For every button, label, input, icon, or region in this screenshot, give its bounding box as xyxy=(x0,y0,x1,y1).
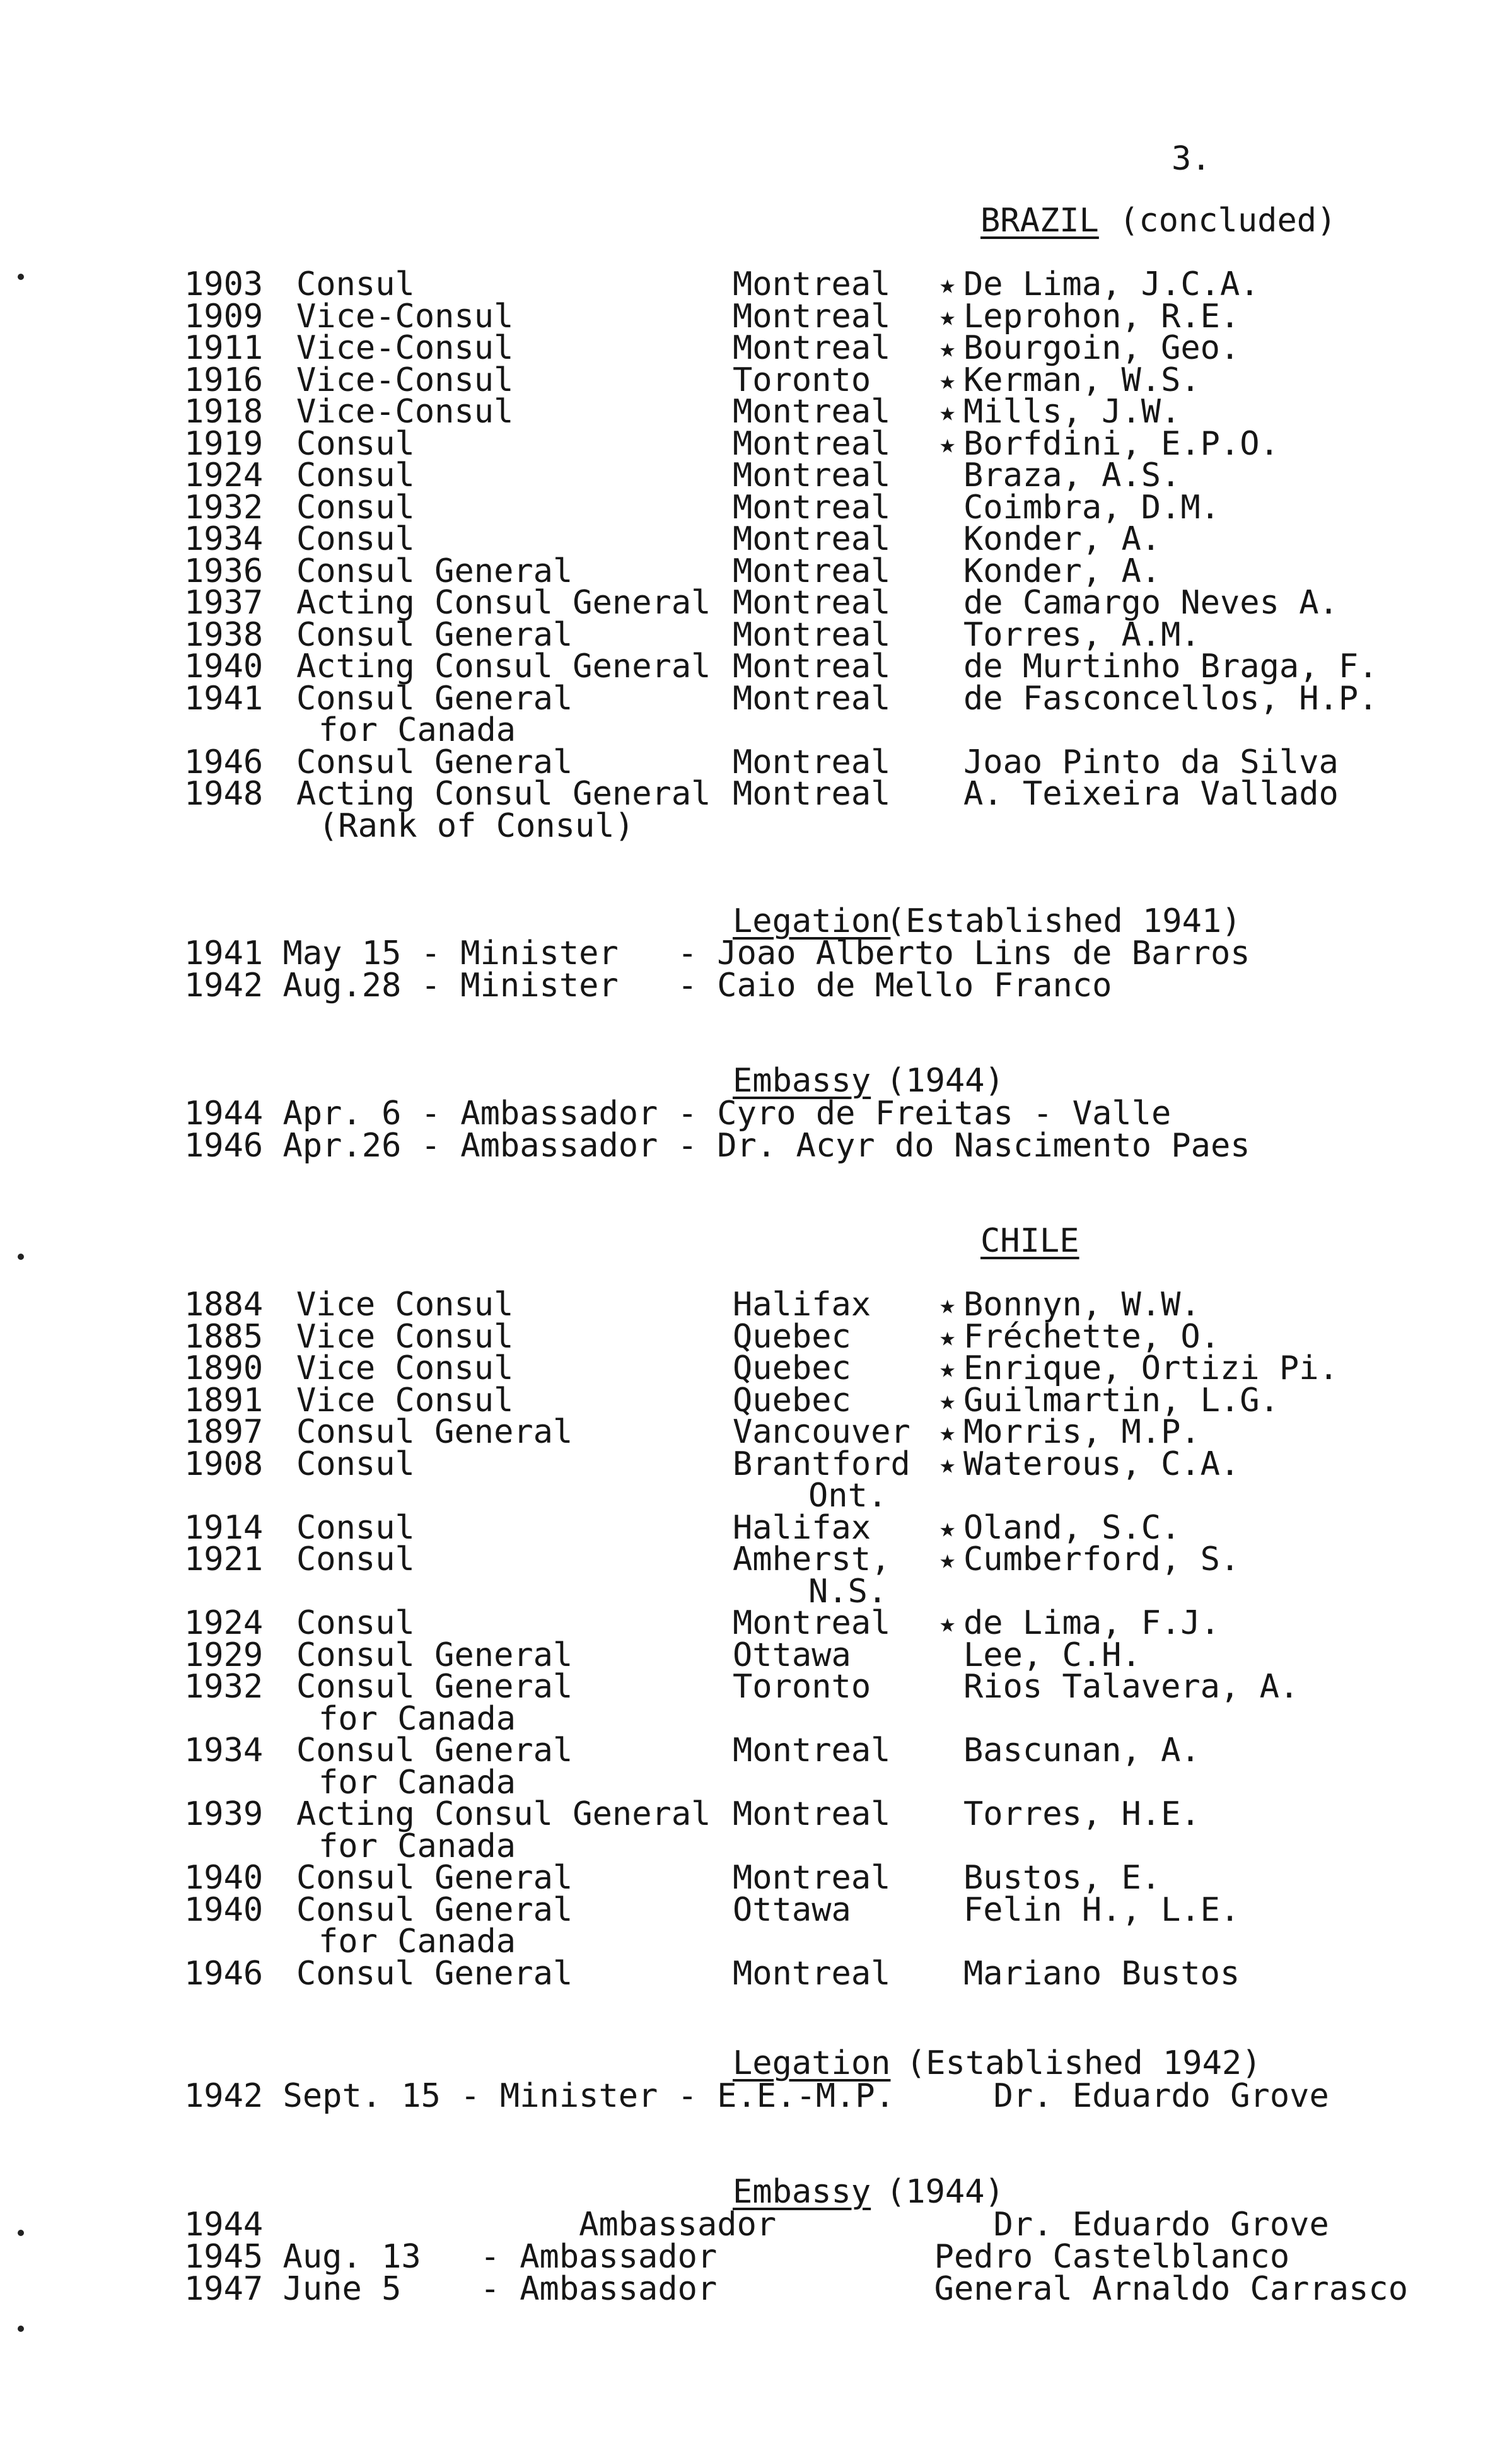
entry-title: Consul General xyxy=(296,1732,573,1769)
chile-heading: CHILE xyxy=(980,1222,1079,1260)
star-marker-icon: ★ xyxy=(939,269,956,300)
entry-title-continued: (Rank of Consul) xyxy=(318,807,634,845)
brazil-embassy-row: 1946 Apr.26 - Ambassador - Dr. Acyr do Nascimento Paes xyxy=(184,1127,1250,1165)
brazil-heading: BRAZIL xyxy=(980,202,1099,240)
entry-title-continued: for Canada xyxy=(318,1923,516,1960)
entry-place-continued: N.S. xyxy=(808,1573,888,1611)
chile-embassy-suffix: (1944) xyxy=(886,2173,1004,2211)
entry-title: Consul General xyxy=(296,1859,573,1897)
entry-title: Vice-Consul xyxy=(296,298,514,335)
entry-title: Acting Consul General xyxy=(296,1795,711,1833)
entry-title: Consul General xyxy=(296,616,573,654)
scan-speck xyxy=(18,2230,24,2236)
entry-name: de Fasconcellos, H.P. xyxy=(963,680,1378,718)
entry-place: Toronto xyxy=(733,361,871,399)
entry-title-continued: for Canada xyxy=(318,1764,516,1802)
entry-name: Bonnyn, W.W. xyxy=(963,1286,1201,1324)
entry-name: Fréchette, O. xyxy=(963,1318,1220,1356)
entry-year: 1948 xyxy=(184,775,264,813)
chile-embassy-heading: Embassy xyxy=(733,2173,871,2211)
brazil-legation-row: 1942 Aug.28 - Minister - Caio de Mello Franco xyxy=(184,967,1112,1005)
entry-place: Montreal xyxy=(733,1859,891,1897)
chile-embassy-row: 1947 June 5 - Ambassador General Arnaldo Carrasco xyxy=(184,2270,1409,2308)
star-marker-icon: ★ xyxy=(939,396,956,427)
entry-year: 1914 xyxy=(184,1509,264,1547)
entry-year: 1918 xyxy=(184,393,264,431)
entry-name: Leprohon, R.E. xyxy=(963,298,1240,335)
entry-year: 1937 xyxy=(184,584,264,622)
entry-name: Cumberford, S. xyxy=(963,1541,1240,1578)
star-marker-icon: ★ xyxy=(939,1607,956,1638)
entry-place: Montreal xyxy=(733,616,891,654)
entry-place: Montreal xyxy=(733,584,891,622)
entry-place: Montreal xyxy=(733,393,891,431)
entry-title: Consul General xyxy=(296,1955,573,1993)
entry-title: Consul xyxy=(296,457,415,494)
entry-name: Waterous, C.A. xyxy=(963,1445,1240,1483)
entry-year: 1934 xyxy=(184,520,264,558)
entry-place: Montreal xyxy=(733,1732,891,1769)
entry-title: Vice Consul xyxy=(296,1382,514,1419)
entry-title: Consul General xyxy=(296,1668,573,1706)
star-marker-icon: ★ xyxy=(939,364,956,395)
entry-title: Vice-Consul xyxy=(296,329,514,367)
entry-name: Mariano Bustos xyxy=(963,1955,1240,1993)
entry-name: Rios Talavera, A. xyxy=(963,1668,1300,1706)
scan-speck xyxy=(18,274,24,280)
entry-name: Braza, A.S. xyxy=(963,457,1181,494)
entry-place: Montreal xyxy=(733,1795,891,1833)
entry-place: Montreal xyxy=(733,552,891,590)
brazil-legation-suffix: (Established 1941) xyxy=(886,902,1242,940)
entry-name: Oland, S.C. xyxy=(963,1509,1181,1547)
entry-place: Ottawa xyxy=(733,1636,851,1674)
entry-name: Guilmartin, L.G. xyxy=(963,1382,1279,1419)
entry-name: A. Teixeira Vallado xyxy=(963,775,1339,813)
entry-title: Vice-Consul xyxy=(296,393,514,431)
entry-place: Quebec xyxy=(733,1318,851,1356)
entry-title: Consul xyxy=(296,1541,415,1578)
entry-place: Montreal xyxy=(733,648,891,685)
brazil-legation-row: 1941 May 15 - Minister - Joao Alberto Lins de Barros xyxy=(184,935,1250,972)
entry-name: Coimbra, D.M. xyxy=(963,489,1220,527)
entry-title: Acting Consul General xyxy=(296,584,711,622)
entry-year: 1940 xyxy=(184,1891,264,1929)
entry-name: Borfdini, E.P.O. xyxy=(963,425,1279,463)
entry-place: Montreal xyxy=(733,329,891,367)
entry-name: Torres, A.M. xyxy=(963,616,1201,654)
star-marker-icon: ★ xyxy=(939,1448,956,1479)
entry-title: Consul General xyxy=(296,1636,573,1674)
entry-year: 1921 xyxy=(184,1541,264,1578)
entry-name: Torres, H.E. xyxy=(963,1795,1201,1833)
entry-title-continued: for Canada xyxy=(318,1827,516,1865)
entry-place: Brantford xyxy=(733,1445,910,1483)
star-marker-icon: ★ xyxy=(939,1353,956,1383)
entry-year: 1932 xyxy=(184,1668,264,1706)
entry-title: Consul xyxy=(296,520,415,558)
entry-place: Montreal xyxy=(733,489,891,527)
entry-name: Mills, J.W. xyxy=(963,393,1181,431)
entry-name: Lee, C.H. xyxy=(963,1636,1141,1674)
entry-name: Bourgoin, Geo. xyxy=(963,329,1240,367)
entry-title: Vice Consul xyxy=(296,1286,514,1324)
entry-place: Quebec xyxy=(733,1382,851,1419)
brazil-legation-heading: Legation xyxy=(733,902,891,940)
entry-year: 1897 xyxy=(184,1413,264,1451)
chile-legation-suffix: (Established 1942) xyxy=(906,2044,1262,2082)
entry-place: Toronto xyxy=(733,1668,871,1706)
entry-place: Montreal xyxy=(733,520,891,558)
entry-year: 1934 xyxy=(184,1732,264,1769)
entry-year: 1884 xyxy=(184,1286,264,1324)
entry-year: 1909 xyxy=(184,298,264,335)
entry-title: Vice Consul xyxy=(296,1318,514,1356)
entry-place: Montreal xyxy=(733,265,891,303)
entry-name: de Camargo Neves A. xyxy=(963,584,1339,622)
star-marker-icon: ★ xyxy=(939,1385,956,1416)
entry-place: Montreal xyxy=(733,1955,891,1993)
scan-speck xyxy=(18,1254,24,1260)
entry-place: Halifax xyxy=(733,1509,871,1547)
star-marker-icon: ★ xyxy=(939,301,956,332)
entry-year: 1946 xyxy=(184,1955,264,1993)
entry-name: Bustos, E. xyxy=(963,1859,1161,1897)
star-marker-icon: ★ xyxy=(939,332,956,363)
chile-legation-row: 1942 Sept. 15 - Minister - E.E.-M.P. Dr. Eduardo Grove xyxy=(184,2077,1329,2115)
entry-title: Consul General xyxy=(296,743,573,781)
entry-year: 1890 xyxy=(184,1349,264,1387)
chile-embassy-row: 1944 Ambassador Dr. Eduardo Grove xyxy=(184,2206,1329,2244)
entry-place: Halifax xyxy=(733,1286,871,1324)
entry-year: 1940 xyxy=(184,648,264,685)
brazil-embassy-suffix: (1944) xyxy=(886,1062,1004,1100)
star-marker-icon: ★ xyxy=(939,1321,956,1352)
star-marker-icon: ★ xyxy=(939,1289,956,1320)
entry-title: Consul xyxy=(296,489,415,527)
entry-title: Consul xyxy=(296,265,415,303)
star-marker-icon: ★ xyxy=(939,1544,956,1575)
entry-place: Amherst, xyxy=(733,1541,891,1578)
star-marker-icon: ★ xyxy=(939,428,956,459)
entry-title-continued: for Canada xyxy=(318,1700,516,1738)
entry-name: Felin H., L.E. xyxy=(963,1891,1240,1929)
page-number: 3. xyxy=(1172,140,1211,178)
entry-year: 1924 xyxy=(184,1604,264,1642)
entry-title: Acting Consul General xyxy=(296,775,711,813)
entry-year: 1885 xyxy=(184,1318,264,1356)
entry-name: de Murtinho Braga, F. xyxy=(963,648,1378,685)
entry-year: 1946 xyxy=(184,743,264,781)
entry-title: Consul xyxy=(296,425,415,463)
star-marker-icon: ★ xyxy=(939,1416,956,1447)
entry-title: Consul General xyxy=(296,1891,573,1929)
entry-place: Montreal xyxy=(733,425,891,463)
entry-place: Montreal xyxy=(733,457,891,494)
brazil-heading-suffix: (concluded) xyxy=(1119,202,1337,240)
star-marker-icon: ★ xyxy=(939,1512,956,1543)
entry-title: Consul General xyxy=(296,1413,573,1451)
entry-year: 1940 xyxy=(184,1859,264,1897)
entry-name: Bascunan, A. xyxy=(963,1732,1201,1769)
entry-year: 1938 xyxy=(184,616,264,654)
entry-year: 1941 xyxy=(184,680,264,718)
entry-name: Enrique, Ortizi Pi. xyxy=(963,1349,1339,1387)
chile-embassy-row: 1945 Aug. 13 - Ambassador Pedro Castelblanco xyxy=(184,2238,1290,2276)
entry-place: Quebec xyxy=(733,1349,851,1387)
entry-year: 1891 xyxy=(184,1382,264,1419)
entry-name: de Lima, F.J. xyxy=(963,1604,1220,1642)
entry-title: Consul General xyxy=(296,680,573,718)
entry-name: Joao Pinto da Silva xyxy=(963,743,1339,781)
brazil-embassy-row: 1944 Apr. 6 - Ambassador - Cyro de Freitas - Valle xyxy=(184,1095,1172,1133)
entry-title: Acting Consul General xyxy=(296,648,711,685)
entry-year: 1919 xyxy=(184,425,264,463)
entry-year: 1929 xyxy=(184,1636,264,1674)
entry-name: Morris, M.P. xyxy=(963,1413,1201,1451)
entry-title-continued: for Canada xyxy=(318,711,516,749)
entry-place: Montreal xyxy=(733,775,891,813)
entry-name: Kerman, W.S. xyxy=(963,361,1201,399)
entry-title: Consul xyxy=(296,1445,415,1483)
entry-place: Montreal xyxy=(733,298,891,335)
entry-year: 1932 xyxy=(184,489,264,527)
entry-year: 1903 xyxy=(184,265,264,303)
entry-place-continued: Ont. xyxy=(808,1477,888,1515)
entry-year: 1924 xyxy=(184,457,264,494)
entry-year: 1916 xyxy=(184,361,264,399)
entry-year: 1911 xyxy=(184,329,264,367)
entry-title: Vice-Consul xyxy=(296,361,514,399)
entry-year: 1936 xyxy=(184,552,264,590)
entry-place: Ottawa xyxy=(733,1891,851,1929)
entry-place: Vancouver xyxy=(733,1413,910,1451)
entry-name: Konder, A. xyxy=(963,552,1161,590)
entry-name: Konder, A. xyxy=(963,520,1161,558)
entry-place: Montreal xyxy=(733,1604,891,1642)
entry-place: Montreal xyxy=(733,680,891,718)
chile-legation-heading: Legation xyxy=(733,2044,891,2082)
entry-name: De Lima, J.C.A. xyxy=(963,265,1260,303)
entry-year: 1939 xyxy=(184,1795,264,1833)
entry-year: 1908 xyxy=(184,1445,264,1483)
entry-title: Consul General xyxy=(296,552,573,590)
entry-title: Consul xyxy=(296,1509,415,1547)
scan-speck xyxy=(18,2326,24,2332)
entry-title: Consul xyxy=(296,1604,415,1642)
entry-title: Vice Consul xyxy=(296,1349,514,1387)
brazil-embassy-heading: Embassy xyxy=(733,1062,871,1100)
entry-place: Montreal xyxy=(733,743,891,781)
